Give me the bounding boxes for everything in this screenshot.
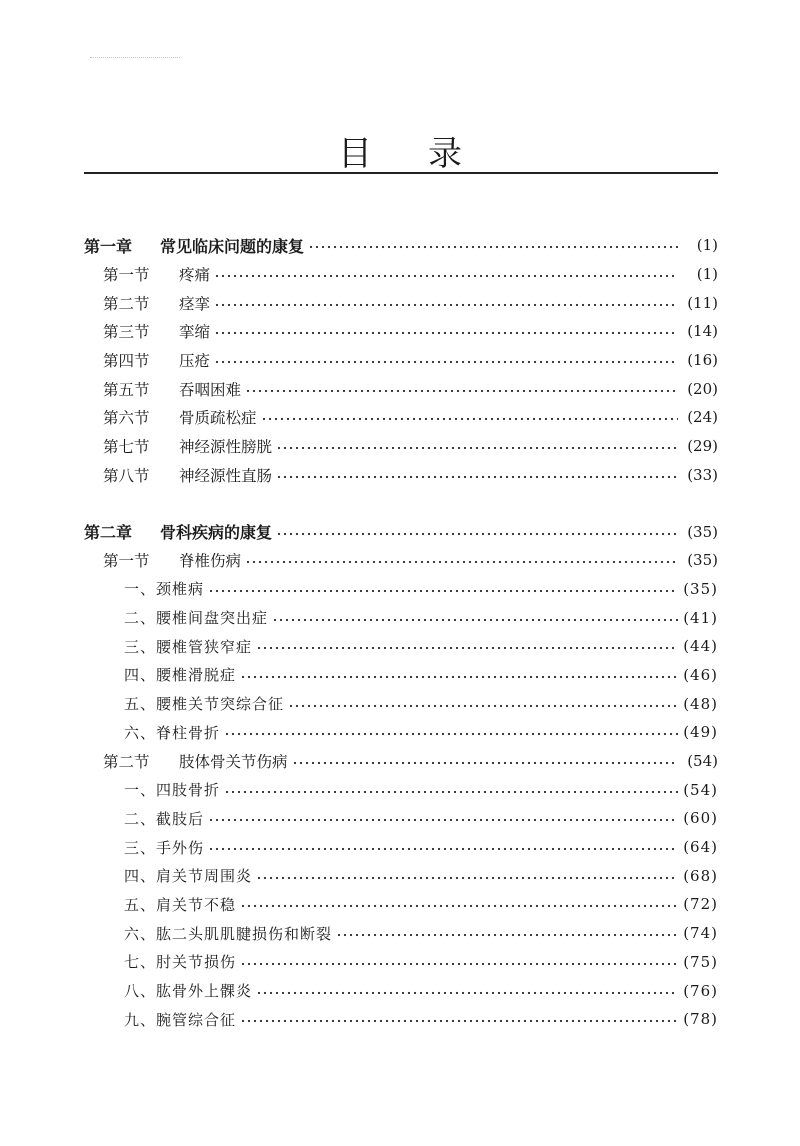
toc-entry-title: 四、肩关节周围炎	[124, 867, 253, 886]
toc-leader-dots	[224, 726, 678, 738]
toc-entry-title: 痉挛	[179, 294, 211, 313]
toc-entry-title: 四、腰椎滑脱症	[124, 666, 237, 685]
toc-leader-dots	[240, 1013, 678, 1025]
toc-subsection-row[interactable]	[84, 661, 718, 690]
toc-subsection-row[interactable]	[84, 976, 718, 1005]
toc-entry-title: 肢体骨关节伤病	[179, 753, 288, 772]
toc-subsection-row[interactable]	[84, 575, 718, 604]
toc-page-number: (35)	[687, 522, 718, 541]
toc-entry-title: 神经源性膀胱	[179, 438, 273, 457]
toc-section-row[interactable]	[84, 546, 718, 575]
toc-entry-number: 第七节	[103, 438, 150, 457]
toc-page-number: (76)	[683, 981, 718, 1000]
toc-leader-dots	[214, 325, 678, 337]
toc-page-number: (60)	[683, 809, 718, 828]
title-char-1: 目	[338, 134, 372, 174]
toc-entry-title: 一、四肢骨折	[124, 781, 221, 800]
title-underline	[84, 172, 718, 174]
toc-page-number: (33)	[687, 465, 718, 484]
toc-leader-dots	[288, 698, 678, 710]
toc-subsection-row[interactable]	[84, 833, 718, 862]
toc-subsection-row[interactable]	[84, 775, 718, 804]
toc-section-row[interactable]	[84, 374, 718, 403]
toc-page-number: (44)	[683, 637, 718, 656]
toc-entry-title: 六、脊柱骨折	[124, 723, 221, 742]
toc-page-number: (74)	[683, 924, 718, 943]
toc-page-number: (20)	[687, 379, 718, 398]
toc-page-number: (78)	[683, 1010, 718, 1029]
toc-entry-title: 九、腕管综合征	[124, 1010, 237, 1029]
toc-entry-number: 第五节	[103, 380, 150, 399]
toc-section-row[interactable]	[84, 461, 718, 490]
toc-leader-dots	[224, 784, 678, 796]
toc-leader-dots	[208, 812, 678, 824]
toc-entry-number: 第二章	[84, 523, 133, 543]
toc-leader-dots	[276, 440, 678, 452]
toc-entry-title: 一、颈椎病	[124, 580, 205, 599]
title-char-2: 录	[428, 134, 462, 174]
toc-entry-number: 第一章	[84, 236, 133, 256]
toc-page-number: (1)	[696, 236, 718, 255]
toc-chapter-row[interactable]	[84, 231, 718, 260]
toc-entry-title: 吞咽困难	[179, 380, 242, 399]
toc-leader-dots	[214, 354, 678, 366]
toc-page-number: (35)	[687, 551, 718, 570]
toc-leader-dots	[240, 898, 678, 910]
toc-section-row[interactable]	[84, 260, 718, 289]
toc-entry-number: 第一节	[103, 552, 150, 571]
toc-page-number: (54)	[683, 780, 718, 799]
toc-leader-dots	[256, 985, 678, 997]
toc-leader-dots	[240, 956, 678, 968]
toc-entry-title: 压疮	[179, 352, 211, 371]
toc-subsection-row[interactable]	[84, 890, 718, 919]
toc-section-row[interactable]	[84, 403, 718, 432]
toc-entry-title: 五、腰椎关节突综合征	[124, 695, 285, 714]
scan-mark	[90, 57, 180, 61]
toc-entry-number: 第六节	[103, 409, 150, 428]
toc-page-number: (41)	[683, 608, 718, 627]
toc-page-number: (48)	[683, 694, 718, 713]
toc-section-row[interactable]	[84, 317, 718, 346]
toc-leader-dots	[214, 297, 678, 309]
toc-leader-dots	[256, 640, 678, 652]
toc-entry-title: 七、肘关节损伤	[124, 953, 237, 972]
toc-section-row[interactable]	[84, 288, 718, 317]
toc-entry-title: 骨质疏松症	[179, 409, 257, 428]
toc-entry-title: 骨科疾病的康复	[160, 523, 273, 543]
toc-page-number: (16)	[687, 351, 718, 370]
toc-subsection-row[interactable]	[84, 948, 718, 977]
toc-entry-number: 第四节	[103, 352, 150, 371]
toc-leader-dots	[214, 268, 678, 280]
toc-subsection-row[interactable]	[84, 718, 718, 747]
toc-leader-dots	[240, 669, 678, 681]
toc-page-number: (46)	[683, 665, 718, 684]
toc-section-row[interactable]	[84, 432, 718, 461]
toc-subsection-row[interactable]	[84, 689, 718, 718]
toc-entry-title: 脊椎伤病	[179, 552, 242, 571]
toc-entry-title: 五、肩关节不稳	[124, 895, 237, 914]
toc-leader-dots	[208, 583, 678, 595]
toc-entry-number: 第三节	[103, 323, 150, 342]
page-title	[0, 126, 800, 175]
toc-section-row[interactable]	[84, 747, 718, 776]
toc-entry-number: 第二节	[103, 753, 150, 772]
toc-leader-dots	[276, 469, 678, 481]
toc-leader-dots	[276, 526, 678, 538]
toc-entry-number: 第八节	[103, 466, 150, 485]
toc-subsection-row[interactable]	[84, 919, 718, 948]
toc-entry-title: 常见临床问题的康复	[160, 236, 305, 256]
toc-page-number: (11)	[687, 293, 718, 312]
toc-subsection-row[interactable]	[84, 804, 718, 833]
toc-entry-title: 神经源性直肠	[179, 466, 273, 485]
toc-leader-dots	[245, 383, 678, 395]
toc-leader-dots	[272, 612, 678, 624]
toc-leader-dots	[208, 841, 678, 853]
toc-entry-title: 三、手外伤	[124, 838, 205, 857]
toc-entry-number: 第二节	[103, 294, 150, 313]
toc-subsection-row[interactable]	[84, 1005, 718, 1034]
toc-section-row[interactable]	[84, 346, 718, 375]
toc-entry-title: 八、肱骨外上髁炎	[124, 982, 253, 1001]
toc-page-number: (64)	[683, 838, 718, 857]
toc-entry-title: 三、腰椎管狭窄症	[124, 637, 253, 656]
toc-subsection-row[interactable]	[84, 861, 718, 890]
toc-entry-title: 二、腰椎间盘突出症	[124, 609, 269, 628]
toc-entry-number: 第一节	[103, 266, 150, 285]
toc-leader-dots	[336, 927, 678, 939]
toc-page-number: (24)	[687, 408, 718, 427]
toc-leader-dots	[308, 239, 678, 251]
toc-page-number: (1)	[696, 265, 718, 284]
toc-entry-title: 二、截肢后	[124, 809, 205, 828]
toc-leader-dots	[292, 755, 678, 767]
toc-page-number: (14)	[687, 322, 718, 341]
toc-leader-dots	[256, 870, 678, 882]
toc-leader-dots	[261, 411, 678, 423]
toc-page-number: (68)	[683, 866, 718, 885]
toc-page-number: (72)	[683, 895, 718, 914]
toc-subsection-row[interactable]	[84, 632, 718, 661]
toc-page-number: (75)	[683, 952, 718, 971]
toc-chapter-row[interactable]	[84, 517, 718, 546]
toc-page-number: (29)	[687, 437, 718, 456]
table-of-contents	[84, 231, 718, 1034]
toc-entry-title: 六、肱二头肌肌腱损伤和断裂	[124, 924, 333, 943]
toc-entry-title: 挛缩	[179, 323, 211, 342]
toc-entry-title: 疼痛	[179, 266, 211, 285]
toc-subsection-row[interactable]	[84, 603, 718, 632]
toc-leader-dots	[245, 554, 678, 566]
toc-page-number: (35)	[683, 579, 718, 598]
toc-page-number: (54)	[687, 752, 718, 771]
toc-page-number: (49)	[683, 723, 718, 742]
